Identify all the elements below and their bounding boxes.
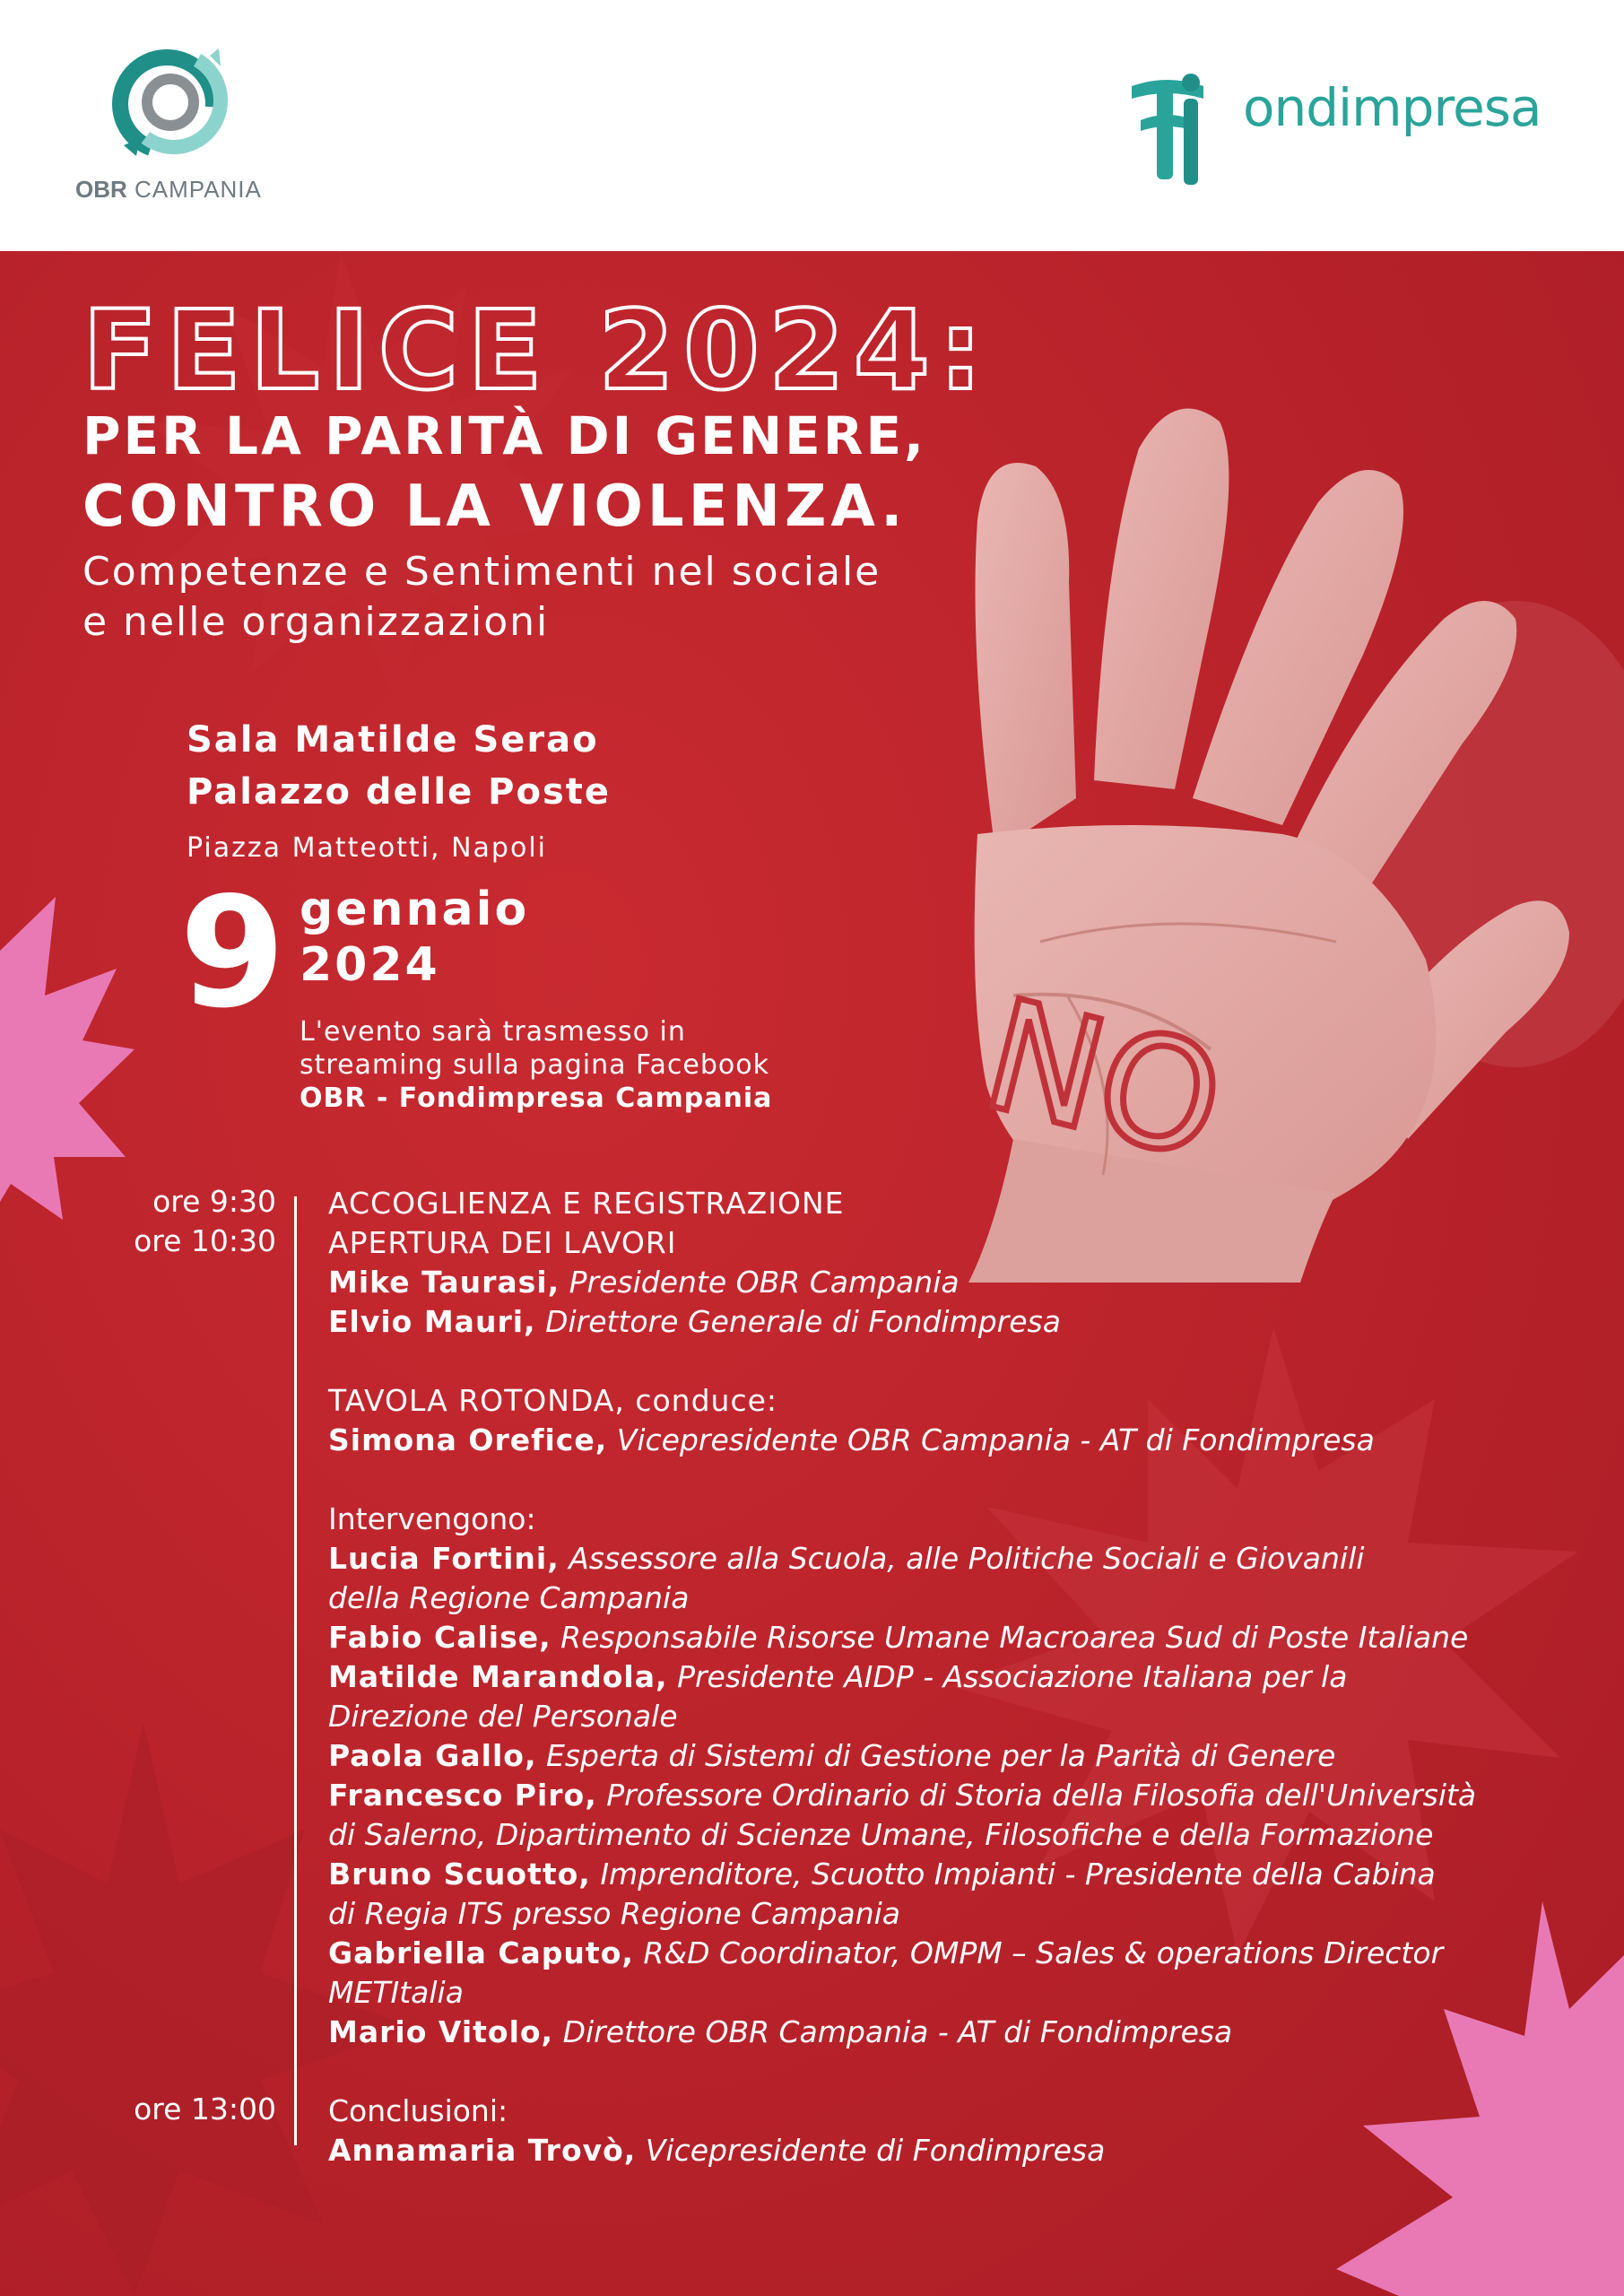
agenda-speaker xyxy=(328,1263,1476,1302)
agenda-time: ore 13:00 xyxy=(134,2092,276,2126)
agenda-time: ore 10:30 xyxy=(134,1223,276,1258)
speaker-role: Vicepresidente di Fondimpresa xyxy=(645,2133,1106,2168)
streaming-line-1: L'evento sarà trasmesso in xyxy=(300,1016,686,1048)
speaker-role: Responsabile Risorse Umane Macroarea Sud di Poste Italiane xyxy=(560,1620,1469,1655)
poster-body xyxy=(0,251,1624,2296)
speaker-role-continued: METItalia xyxy=(328,1975,464,2010)
speaker-role: R&D Coordinator, OMPM – Sales & operations Director xyxy=(643,1935,1444,1970)
event-subtitle-line-2: e nelle organizzazioni xyxy=(83,599,550,645)
pink-burst-left xyxy=(0,897,135,1220)
venue-address: Piazza Matteotti, Napoli xyxy=(187,832,547,864)
agenda-roundtable: TAVOLA ROTONDA, conduce: xyxy=(328,1383,778,1418)
fondimpresa-logo xyxy=(1132,72,1553,197)
speaker-name: Fabio Calise, xyxy=(328,1620,551,1655)
agenda-closing-speaker xyxy=(328,2131,1476,2170)
speaker-name: Simona Orefice, xyxy=(328,1422,608,1457)
hand-no-text: NO xyxy=(968,966,1239,1196)
speaker-role-continued: di Salerno, Dipartimento di Scienze Umane, Filosofiche e della Formazione xyxy=(328,1817,1434,1852)
raised-hand-illustration xyxy=(834,368,1624,1283)
speaker-role-continued: Direzione del Personale xyxy=(328,1699,678,1734)
speaker-name: Mario Vitolo, xyxy=(328,2014,554,2049)
obr-campania-logo xyxy=(75,45,282,206)
event-subtitle-line-1: Competenze e Sentimenti nel sociale xyxy=(83,549,881,595)
fondimpresa-wordmark: ondimpresa xyxy=(1243,77,1541,138)
speaker-role: Vicepresidente OBR Campania - AT di Fondimpresa xyxy=(616,1422,1375,1457)
speaker-name: Matilde Marandola, xyxy=(328,1659,668,1694)
event-year: 2024 xyxy=(300,938,440,992)
agenda-speaker xyxy=(328,1539,1476,1578)
speaker-role: Direttore Generale di Fondimpresa xyxy=(545,1304,1061,1339)
speaker-name: Bruno Scuotto, xyxy=(328,1857,591,1892)
speaker-role: Presidente OBR Campania xyxy=(569,1265,960,1300)
agenda-speaker xyxy=(328,2013,1476,2052)
agenda-time: ore 9:30 xyxy=(152,1184,276,1219)
agenda-moderator xyxy=(328,1421,1476,1460)
agenda-speaker xyxy=(328,1736,1476,1776)
streaming-line-2: streaming sulla pagina Facebook xyxy=(300,1049,769,1081)
agenda xyxy=(328,1184,1476,2170)
speaker-role: Presidente AIDP - Associazione Italiana per la xyxy=(677,1659,1348,1694)
event-title-line-2: CONTRO LA VIOLENZA. xyxy=(83,474,908,540)
agenda-welcome: ACCOGLIENZA E REGISTRAZIONE xyxy=(328,1186,845,1221)
agenda-conclusions: Conclusioni: xyxy=(328,2093,508,2128)
speaker-name: Paola Gallo, xyxy=(328,1738,537,1773)
event-month: gennaio xyxy=(300,883,530,936)
event-title-line-1: PER LA PARITÀ DI GENERE, xyxy=(83,405,927,466)
event-subtitle xyxy=(83,547,881,648)
event-title: FELICE 2024: xyxy=(83,287,992,414)
speaker-role: Assessore alla Scuola, alle Politiche Sociali e Giovanili xyxy=(569,1541,1365,1576)
agenda-opening: APERTURA DEI LAVORI xyxy=(328,1225,677,1260)
agenda-speaker xyxy=(328,1657,1476,1697)
obr-logo-icon xyxy=(104,45,239,170)
poster-header xyxy=(0,0,1624,251)
speaker-name: Lucia Fortini, xyxy=(328,1541,560,1576)
speaker-name: Gabriella Caputo, xyxy=(328,1935,634,1970)
agenda-speaker xyxy=(328,1302,1476,1342)
agenda-speaker xyxy=(328,1776,1476,1815)
speaker-name: Annamaria Trovò, xyxy=(328,2133,637,2168)
speaker-role: Imprenditore, Scuotto Impianti - Presidente della Cabina xyxy=(600,1857,1436,1892)
obr-wordmark: OBR CAMPANIA xyxy=(75,176,262,203)
agenda-speaker xyxy=(328,1618,1476,1657)
event-day: 9 xyxy=(179,865,286,1042)
agenda-speakers-heading: Intervengono: xyxy=(328,1501,536,1536)
venue-building: Palazzo delle Poste xyxy=(187,771,611,813)
speaker-name: Mike Taurasi, xyxy=(328,1265,560,1300)
agenda-speaker xyxy=(328,1934,1476,1973)
speaker-role-continued: di Regia ITS presso Regione Campania xyxy=(328,1896,901,1931)
speaker-name: Francesco Piro, xyxy=(328,1778,597,1813)
streaming-info xyxy=(300,1015,772,1115)
speaker-role-continued: della Regione Campania xyxy=(328,1580,690,1615)
speaker-name: Elvio Mauri, xyxy=(328,1304,536,1339)
agenda-timeline-line xyxy=(294,1196,297,2145)
fondimpresa-f-icon xyxy=(1132,72,1248,197)
agenda-speaker xyxy=(328,1855,1476,1894)
facebook-page-name: OBR - Fondimpresa Campania xyxy=(300,1083,773,1114)
speaker-role: Esperta di Sistemi di Gestione per la Parità di Genere xyxy=(546,1738,1336,1773)
speaker-role: Professore Ordinario di Storia della Filosofia dell'Università xyxy=(606,1778,1477,1813)
venue-room: Sala Matilde Serao xyxy=(187,719,599,761)
speaker-role: Direttore OBR Campania - AT di Fondimpresa xyxy=(562,2014,1233,2049)
